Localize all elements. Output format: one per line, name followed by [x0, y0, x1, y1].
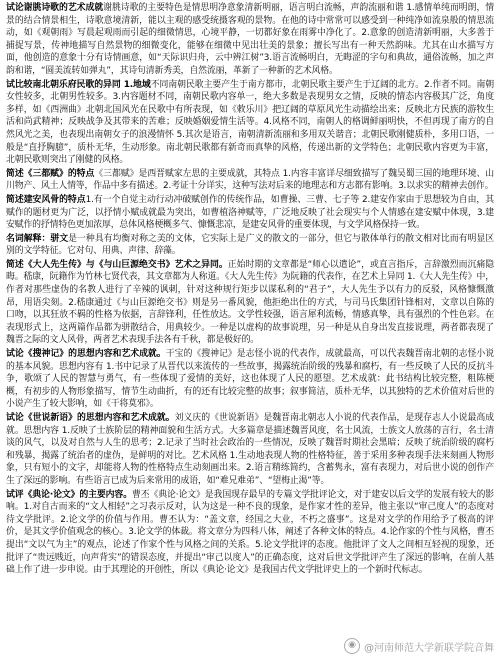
paragraph-heading: 试比较南北朝乐府民歌的异同 1.地域	[6, 79, 151, 90]
paragraph-soushen-ji	[6, 348, 494, 411]
paragraph-body: 干宝的《搜神记》是志怪小说的代表作，成就最高，可以代表魏晋南北朝的志怪小说的基本风貌。思想内容有 1.书中记录了从晋代以来流传的一些故事，揭露统治阶级的残暴和腐朽，有一些反映了人民的反抗斗争，歌颂了人民的智慧与勇气，有一些体现了爱情的美好，这也体现了人民的愿望。艺术成就：此书结构比较完整，粗陈梗概，有初步的人物形象描写，情节生动曲折，有的还有比较完整的故事；叙事简洁，质朴无华，以其独特的艺术价值对后世的小说产生了较大影响，如《干将莫邪》。	[6, 349, 494, 410]
paragraph-body: 《三都赋》是西晋赋家左思的主要成就，其特点 1.内容丰富详尽细致描写了魏吴蜀三国的地理环境、山川物产、风土人情等，作品中多有描述。2.考证十分详实，这种写法对后来的地理志和方志都有影响。3.以求实的精神去创作。	[6, 168, 494, 192]
paragraph-jianan	[6, 194, 494, 232]
paragraph-heading: 试评《典论·论文》的主要内容。	[6, 489, 132, 500]
paragraph-body: 是一种具有均衡对称之美的文体，它实际上是广义的散文的一部分，但它与散体单行的散文相对比而有明显区别的文学特征。它对句、用典、声律、辞藻。	[6, 233, 495, 257]
paragraph-daren-xiansheng	[6, 259, 494, 347]
paragraph-pianwen	[6, 233, 494, 258]
paragraph-body: 谢朓诗歌的主要特色是情思明净意象清新明丽，语言明白流畅，声韵流丽和谐 1.感情单纯而明朗，情景的结合情景相生，诗歌意境清新，能以主观的感受统摄客观的景物。在他的诗中常常可以感受到一种纯净如流泉般的情思流动，如《观朝雨》写晨起观雨而引起的细微情思，心境平静，一切都好象在雨雾中净化了。2.意象的创造清新明丽，大多善于捕捉写景，传神地描写自然景物的细微变化，能够在细微中见出壮美的景象；擅长写出有一种天然韵味。尤其在山水描写方面，他创造的意象十分有诗情画意，如“天际识归舟，云中辨江树”3.语言流畅明白，无晦涩的字句和典故，通俗流畅，加之声韵和谐，“圆美流转如弹丸”，其诗句清新秀美，自然流丽，革新了一种新的艺术风格。	[6, 3, 494, 76]
paragraph-dianlun-lunwen	[6, 489, 494, 577]
paragraph-heading: 试论《世说新语》的思想内容和艺术成就。	[6, 413, 175, 423]
paragraph-yuefu-compare	[6, 79, 494, 167]
paragraph-heading: 试论谢朓诗歌的艺术成就	[6, 3, 104, 13]
paragraph-body: 正始时期的文章都是“师心以遣论”，或直言指斥，言辞激烈而沉痛隐晦。嵇康，阮籍作为竹林七贤代表，其文章都为人称道。《大人先生传》为阮籍的代表作，在艺术上异同 1.《大人先生传》中，作者对那些虚伪的名教人进行了辛辣的讽刺，针对这种规行矩步以谋私利的“君子”，大人先生予以有力的反驳，风格慷慨激昂，用语尖刻。2.嵇康通过《与山巨源绝交书》则是另一番风貌，他拒绝出仕的方式，与司马氏集团针锋相对，文章以自陈的口吻，以其狂放不羁的性格为依据，言辞锋利，任性放达。文学性较强，语言犀利流畅，情感真挚，具有强烈的个性色彩。在表现形式上，这两篇作品都为骈散结合，用典较少。一种是以虚构的故事说理，另一种是从自身出发直接说理，两者都表现了魏晋之际的文人风骨，两者艺术表现手法各有千秋，都是极好的。	[6, 259, 495, 346]
paragraph-heading: 简述《三都赋》的特点	[6, 168, 95, 179]
watermark	[344, 638, 494, 654]
paragraph-xie-tiao	[6, 2, 494, 78]
paragraph-shishuo-xinyu	[6, 412, 494, 488]
watermark-text: @河南师范大学新联学院音舞	[364, 642, 494, 654]
paragraph-heading: 名词解释：骈文	[6, 233, 69, 244]
weibo-icon: ◉	[344, 638, 360, 654]
paragraph-heading: 试论《搜神记》的思想内容和艺术成就。	[6, 349, 166, 360]
paragraph-body: 曹丕《典论·论文》是我国现存最早的专篇文学批评论文，对于建安以后文学的发展有较大的影响。1.对自古而来的“文人相轻”之习表示反对，认为这是一种不良的现象，是作家才性的差异，他主张以“审己度人”的态度对待文学批评。2.论文学的价值与作用。曹丕认为：“盖文章，经国之大业，不朽之盛事”。这是对文学的作用给予了极高的评价，是其文学价值观念的核心。3.论文学的体裁。将文章分为四科八体，阐述了各种文体的特点。4.论作家的个性与风格，曹丕提出“文以气为主”的观点，论述了作家个性与风格之间的关系。5.论文学批评的态度。他批评了文人之间相互轻视的现象，还批评了“贵远贱近，向声背实”的错误态度，并提出“审己以度人”的正确态度，这对后世文学批评产生了深远的影响，在前人基础上作了进一步申说。由于其理论的开创性，所以《典论·论文》是我国古代文学批评史上的一个新时代标志。	[6, 489, 494, 576]
paragraph-sandu-fu	[6, 168, 494, 193]
paragraph-body: 刘义庆的《世说新语》是魏晋南北朝志人小说的代表作品，是现存志人小说最高成就。思想内容 1.反映了士族阶层的精神面貌和生活方式。大多篇章是描述魏晋风度，名士风流，士族文人放荡的言行，名士清谈的风气，以及对自然与人生的思考；2.记录了当时社会政治的一些情况，反映了魏晋时期社会黑暗；反映了统治阶级的腐朽和残暴，揭露了统治者的虚伪，是鲜明的对比。艺术风格 1.生动地表现人物的性格特征，善于采用多种表现手法来刻画人物形象，只有短小的文字，却能将人物的性格特点生动刻画出来。2.语言精练简约，含蓄隽永，富有表现力，对后世小说的创作产生了深远的影响。有些语言已成为后来常用的成语，如“难兄难弟”、“望梅止渴”等。	[6, 413, 494, 486]
paragraph-body: 1.有一个自觉主动行动冲破赋创作的传统作品，如曹操、三曹、七子等 2.建安作家由于思想较为自由，其赋作的题材更为广泛，以抒情小赋成就最为突出，如曹植洛神赋等，广泛地反映了社会现实与个人情感在建安赋中体现，3.建安赋作的抒情特色更加浓厚，总体风格梗概多气、慷慨悲凉，是建安风骨的重要体现，与文学风格保持一致。	[6, 194, 495, 231]
paragraph-heading: 简述建安风骨的特点	[6, 194, 86, 205]
paragraph-body: 不同南朝民歌主要产生于南方都市，北朝民歌主要产生于辽阔的北方。2.作者不同。南朝女性较多，北朝男性较多。3.内容题材不同，南朝民歌内容单一，绝大多数是表现男女之情，反映的情态内容极其广泛，角度多样，如《西洲曲》北朝北国风光在民歌中有所表现，如《敕乐川》把辽阔的草原风光生动描绘出来；反映北方民族的游牧生活和尚武精神；反映战争及其带来的苦难；反映婚姻爱情生活等。4.风格不同，南朝人的格调鲜丽明快，不但再现了南方的自然风光之美，也表现出南朝女子的浪漫情怀 5.其次是语言，南朝清新流丽和多用双关谐音；北朝民歌刚健质朴，多用口语，一般是“直抒胸臆”，质朴无华，生动形象。南北朝民歌都有新奇而真挚的风格，传递出新的文学特色；北朝民歌内容更为丰富，北朝民歌则突出了刚健的风格。	[6, 79, 495, 166]
paragraph-heading: 简述《大人先生传》与《与山巨源绝交书》艺术之异同。	[6, 259, 228, 270]
